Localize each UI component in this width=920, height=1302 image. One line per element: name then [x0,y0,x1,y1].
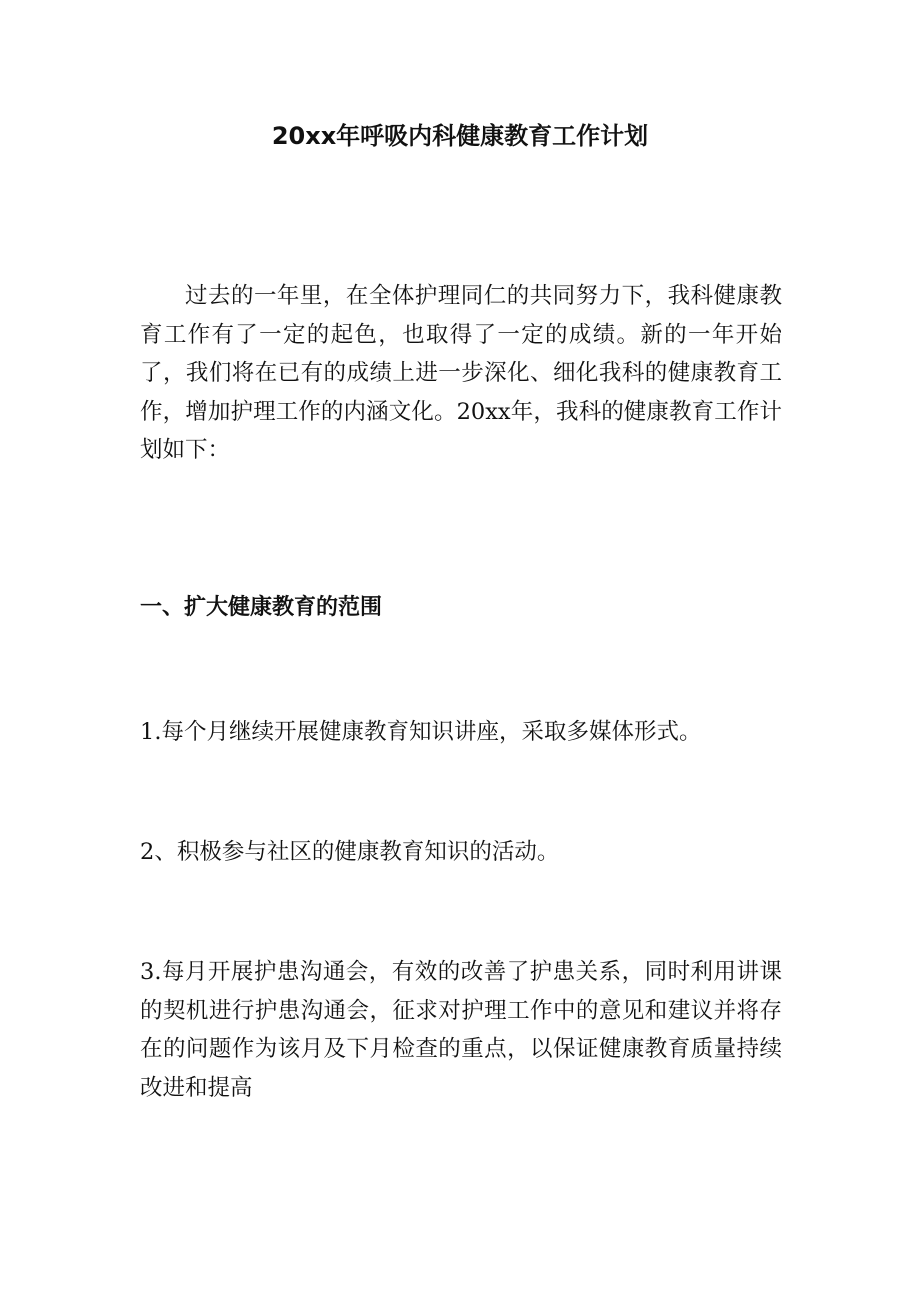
document-title: 20xx年呼吸内科健康教育工作计划 [271,122,649,150]
list-item: 1.每个月继续开展健康教育知识讲座，采取多媒体形式。 [140,719,702,745]
list-item: 2、积极参与社区的健康教育知识的活动。 [140,839,560,865]
intro-paragraph: 过去的一年里，在全体护理同仁的共同努力下，我科健康教育工作有了一定的起色，也取得了一定的成绩。新的一年开始了，我们将在已有的成绩上进一步深化、细化我科的健康教育工作，增加护理工作的内涵文化。20xx年，我科的健康教育工作计划如下： [140,283,782,463]
list-item: 3.每月开展护患沟通会，有效的改善了护患关系，同时利用讲课的契机进行护患沟通会，征求对护理工作中的意见和建议并将存在的问题作为该月及下月检查的重点，以保证健康教育质量持续改进和提高 [140,959,782,1101]
section-heading: 一、扩大健康教育的范围 [140,595,383,620]
